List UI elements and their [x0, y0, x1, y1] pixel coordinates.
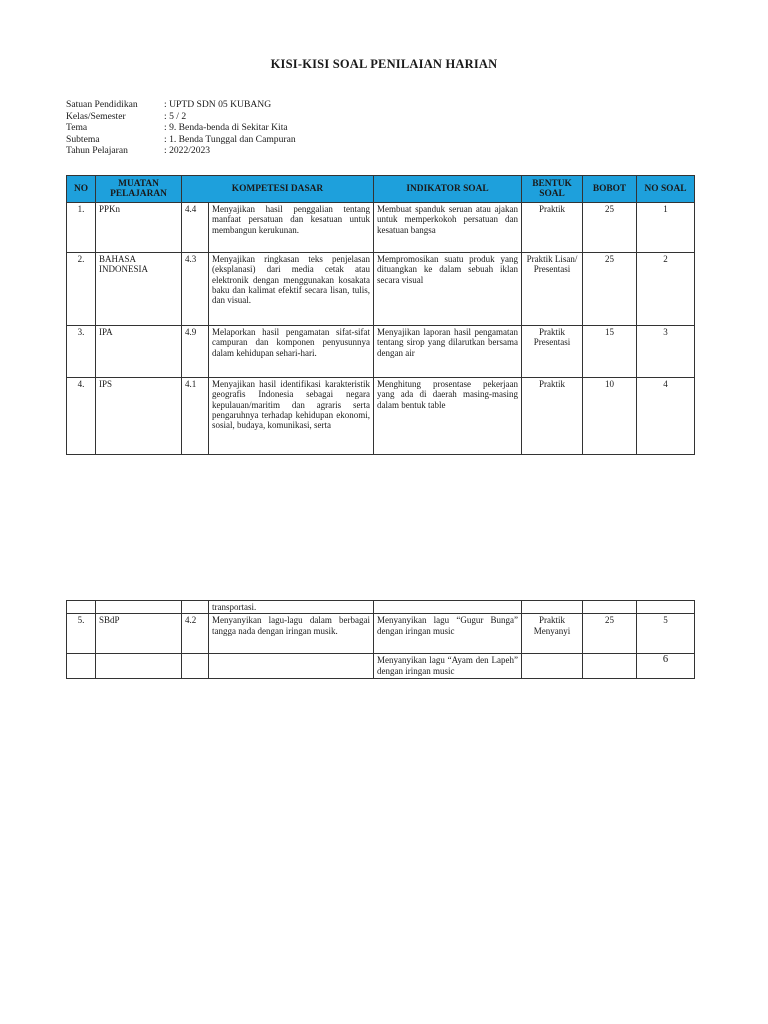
row-bobot: 10	[583, 378, 637, 455]
row-bentuk: Praktik	[522, 203, 583, 253]
row-no-soal: 1	[637, 203, 695, 253]
meta-value: : UPTD SDN 05 KUBANG	[164, 99, 272, 110]
table-row	[67, 203, 695, 253]
row-kd-text-continued: transportasi.	[209, 601, 374, 614]
row-no: 5.	[67, 614, 96, 654]
row-kd-text: Menyajikan hasil identifikasi karakteristik geografis Indonesia sebagai negara kepulauan/maritim dan agraris serta pengaruhnya terhadap kehidupan ekonomi, sosial, budaya, komunikasi, serta	[209, 378, 374, 455]
row-indikator	[374, 601, 522, 614]
row-kd-number: 4.2	[182, 614, 209, 654]
row-indikator: Menyanyikan lagu “Ayam den Lapeh” dengan iringan music	[374, 654, 522, 679]
row-no-soal: 6	[637, 654, 695, 679]
row-no-soal	[637, 601, 695, 614]
row-indikator: Mempromosikan suatu produk yang dituangkan ke dalam sebuah iklan secara visual	[374, 253, 522, 326]
row-no: 3.	[67, 326, 96, 378]
row-kd-number	[182, 601, 209, 614]
table-header-row	[67, 176, 695, 203]
header-muatan: MUATAN PELAJARAN	[96, 176, 182, 203]
meta-label: Tema	[66, 122, 88, 133]
meta-label: Subtema	[66, 133, 100, 145]
row-muatan: PPKn	[96, 203, 182, 253]
row-bobot: 25	[583, 253, 637, 326]
row-no-soal: 3	[637, 326, 695, 378]
header-no: NO	[67, 176, 96, 203]
row-indikator: Menghitung prosentase pekerjaan yang ada di daerah masing-masing dalam bentuk table	[374, 378, 522, 455]
header-indikator: INDIKATOR SOAL	[374, 176, 522, 203]
row-no: 2.	[67, 253, 96, 326]
row-no-soal: 5	[637, 614, 695, 654]
row-bobot: 15	[583, 326, 637, 378]
row-indikator: Menyajikan laporan hasil pengamatan tentang sirop yang dilarutkan bersama dengan air	[374, 326, 522, 378]
meta-label: Kelas/Semester	[66, 110, 126, 122]
row-kd-text	[209, 654, 374, 679]
row-muatan	[96, 654, 182, 679]
meta-value: : 2022/2023	[164, 145, 211, 156]
row-indikator: Menyanyikan lagu “Gugur Bunga” dengan iringan music	[374, 614, 522, 654]
row-bentuk: Praktik Menyanyi	[522, 614, 583, 654]
row-kd-number	[182, 654, 209, 679]
row-bentuk: Praktik	[522, 378, 583, 455]
row-kd-number: 4.3	[182, 253, 209, 326]
table-row	[67, 614, 695, 654]
row-no	[67, 601, 96, 614]
row-kd-text: Menyajikan hasil penggalian tentang manfaat persatuan dan kesatuan untuk membangun kerukunan.	[209, 203, 374, 253]
row-bobot: 25	[583, 203, 637, 253]
table-row	[67, 654, 695, 679]
row-muatan: SBdP	[96, 614, 182, 654]
header-kompetensi-dasar: KOMPETESI DASAR	[182, 176, 374, 203]
row-kd-number: 4.4	[182, 203, 209, 253]
header-no-soal: NO SOAL	[637, 176, 695, 203]
document-title: KISI-KISI SOAL PENILAIAN HARIAN	[270, 57, 498, 71]
row-muatan	[96, 601, 182, 614]
row-kd-text: Menyajikan ringkasan teks penjelasan (eksplanasi) dari media cetak atau elektronik dengan menggunakan kosakata baku dan kalimat efektif secara lisan, tulis, dan visual.	[209, 253, 374, 326]
table-row	[67, 601, 695, 614]
row-muatan: IPA	[96, 326, 182, 378]
row-muatan: BAHASA INDONESIA	[96, 253, 182, 326]
meta-value: : 9. Benda-benda di Sekitar Kita	[164, 122, 288, 133]
row-bobot	[583, 654, 637, 679]
row-indikator: Membuat spanduk seruan atau ajakan untuk memperkokoh persatuan dan kesatuan bangsa	[374, 203, 522, 253]
row-kd-text: Melaporkan hasil pengamatan sifat-sifat campuran dan komponen penyusunnya dalam kehidupan sehari-hari.	[209, 326, 374, 378]
row-bobot	[583, 601, 637, 614]
row-no: 1.	[67, 203, 96, 253]
row-no-soal: 4	[637, 378, 695, 455]
row-bentuk: Praktik Presentasi	[522, 326, 583, 378]
row-no: 4.	[67, 378, 96, 455]
meta-value: : 1. Benda Tunggal dan Campuran	[164, 133, 296, 145]
table-row	[67, 253, 695, 326]
header-bentuk: BENTUK SOAL	[522, 176, 583, 203]
row-bentuk	[522, 601, 583, 614]
row-bentuk: Praktik Lisan/ Presentasi	[522, 253, 583, 326]
meta-label: Tahun Pelajaran	[66, 145, 128, 156]
kisi-kisi-table	[66, 175, 695, 455]
meta-value: : 5 / 2	[164, 110, 187, 122]
row-bentuk	[522, 654, 583, 679]
row-kd-text: Menyanyikan lagu-lagu dalam berbagai tangga nada dengan iringan musik.	[209, 614, 374, 654]
meta-label: Satuan Pendidikan	[66, 99, 138, 110]
row-bobot: 25	[583, 614, 637, 654]
table-row	[67, 326, 695, 378]
row-muatan: IPS	[96, 378, 182, 455]
row-no	[67, 654, 96, 679]
row-kd-number: 4.9	[182, 326, 209, 378]
row-kd-number: 4.1	[182, 378, 209, 455]
table-row	[67, 378, 695, 455]
header-bobot: BOBOT	[583, 176, 637, 203]
row-no-soal: 2	[637, 253, 695, 326]
kisi-kisi-table-continued	[66, 600, 695, 679]
